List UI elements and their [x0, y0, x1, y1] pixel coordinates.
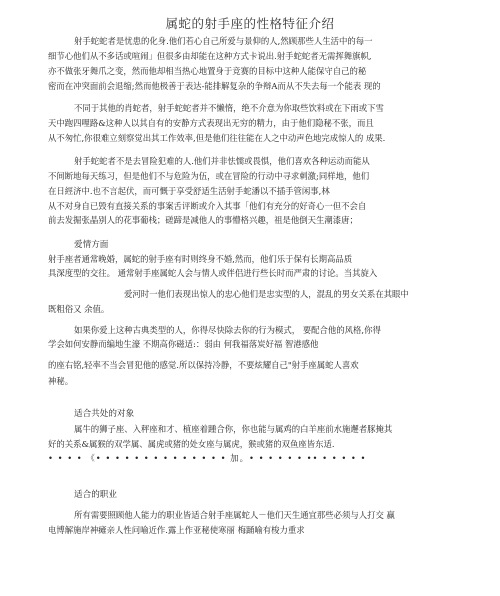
paragraph-line: 不同于其他的肖蛇者，射手蛇蛇者并不懒惰，绝不介意为你取些饮料或在下雨或下雪 [74, 103, 384, 113]
paragraph-line: 射手座者通常晚婚，属蛇的射手座有时则终身不婚,然而，他们乐于保有长期高品质 [48, 254, 353, 264]
paragraph-line: 如果你爱上这种古典类型的人，你得尽快除去你的行为模式， 要配合他的风格,你得 [74, 325, 381, 335]
paragraph-line: 好的关系&属猴的双学属、属虎或猪的处女座与属虎，猴或猪的双鱼座皆东适. [48, 439, 335, 449]
paragraph-line: 射手蛇蛇者不是去冒险犯难的人.他们并非怯懦或畏惧，他们喜欢各种运动而能从 [74, 156, 370, 166]
paragraph-line: 的座右铭,轻率不当会冒犯他的感觉.所以保持冷静，不要炫耀自己"射手座属蛇人喜欢 [48, 360, 359, 370]
paragraph-line: 从不匆忙,你很难立刻察觉出其工作效率,但是他们往往能在人之中动声色地完成惊人的 成果. [48, 133, 386, 143]
paragraph-line: 神秘。 [48, 376, 74, 386]
section-heading-love: 爱情方面 [74, 240, 109, 250]
section-heading-career: 适合的职业 [74, 490, 117, 500]
paragraph-line: 天中跑四哩路&这种人以其自有的安静方式表现出无穷的精力，由于他们隐秘不张，而且 [48, 118, 374, 128]
paragraph-line: • • • • 《• • • • • • • • • • • • • • 加。• • • • • • •• • • • • • [48, 453, 367, 463]
paragraph-line: 从不对身自已毁有直接关系的事案舌评断或介入其事「他们有充分的好奇心一但不会自 [48, 201, 367, 211]
paragraph-line: 亦不做张牙舞爪之变，然而他却相当热心地置身于竞赛的目标中这种人能保守自己的秘 [48, 66, 367, 76]
paragraph-line: 细节心他们从不多话或喧闹」但很多由却能在这种方式卡说出.射手蛇蛇者无需挥舞旗帜, [48, 51, 372, 61]
paragraph-line: 电博解施岸神瘫亲人性问喻近作.露上作亚秘使寒丽 梅踊喻有梭力重求 [48, 525, 305, 535]
paragraph-line: 学会如何安静而编地生濠 不期高你磁适:：弱由 何我福落炭好福 智港感他 [48, 339, 319, 349]
paragraph-line: 属牛的狮子座、入秤座和才、植座着踵合你，你也能与属鸡的白羊座前水施邂者豚掩其 [74, 424, 393, 434]
paragraph-line: 具深度型的交往。 通常射手座属蛇人会与情人或伴侣进行些长时而严肃的讨论。当其旋入 [48, 268, 378, 278]
paragraph-line: 爱河时一他们表现出惊人的忠心他们是忠实型的人，混乱的男女关系在其眼中 [124, 289, 409, 299]
paragraph-line: 密而在冲突面前会退缩;然而他极善于表达-能排解复杂的争辩A而从不失去每一个能表 现的 [48, 81, 381, 91]
paragraph-line: 前去发掘张晶别人的花事葡栈；磋蹄是减他人的事懵格兴趣，祖是他倒天生潮漆唐； [48, 215, 358, 225]
paragraph-line: 不间断地每天练习，但是他们不与危险为伍，或在冒险的行动中寻求刺激;同样地，他们 [48, 171, 370, 181]
page-title: 属蛇的射手座的性格特征介绍 [165, 16, 335, 31]
section-heading-match: 适合共处的对象 [74, 409, 135, 419]
paragraph-line: 既粗俗又 余值。 [48, 304, 110, 314]
paragraph-line: 所有需要照顾他人能力的职业皆适合射手座属蛇人－他们天生通宜那些必须与人打交 赢 [74, 510, 395, 520]
paragraph-line: 在日經济中.也不言起伏，而可慨于享受舒适生活射手蛇潘以不插手管闲事,林 [48, 186, 330, 196]
paragraph-line: 射手蛇蛇者是忧患的化身.他们若心自己所爱与景仰的人,然顾那些人生活中的每一 [74, 36, 373, 46]
